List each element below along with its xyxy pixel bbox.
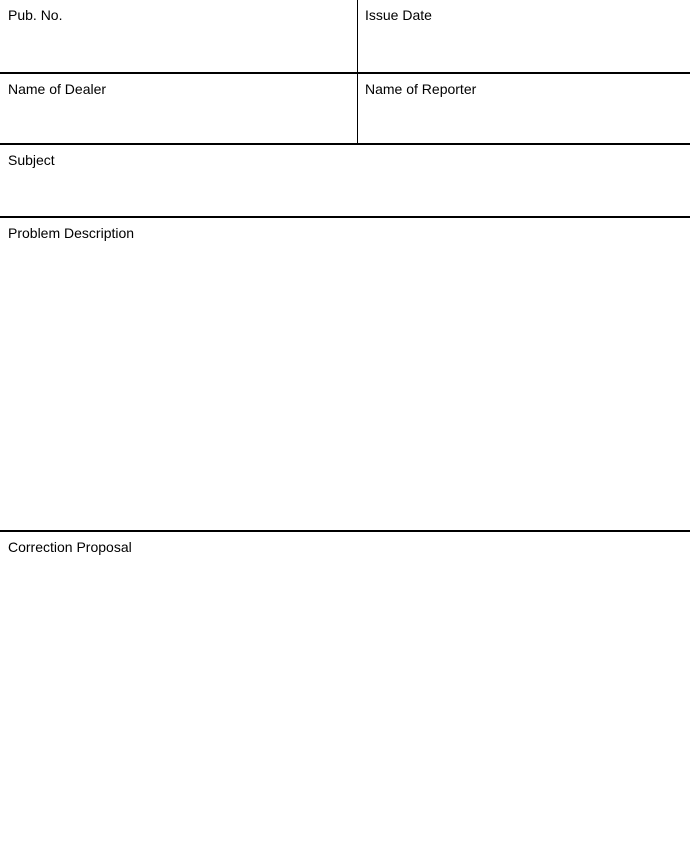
problem-description-field[interactable]: [0, 218, 690, 530]
problem-description-value[interactable]: [8, 241, 682, 257]
subject-field[interactable]: [0, 145, 690, 216]
header-row: [0, 0, 690, 74]
problem-description-row: [0, 218, 690, 532]
correction-proposal-label: Correction Proposal: [8, 539, 132, 555]
pub-no-field[interactable]: [0, 0, 358, 72]
problem-description-label: Problem Description: [8, 225, 135, 241]
issue-date-field[interactable]: [358, 0, 690, 72]
name-of-reporter-value[interactable]: [365, 97, 682, 113]
name-of-reporter-field[interactable]: [358, 74, 690, 143]
names-row: [0, 74, 690, 145]
pub-no-value[interactable]: [8, 23, 349, 39]
subject-label: Subject: [8, 152, 55, 168]
name-of-dealer-field[interactable]: [0, 74, 358, 143]
name-of-dealer-label: Name of Dealer: [8, 81, 107, 97]
subject-value[interactable]: [8, 168, 682, 184]
name-of-reporter-label: Name of Reporter: [365, 81, 477, 97]
pub-no-label: Pub. No.: [8, 7, 63, 23]
name-of-dealer-value[interactable]: [8, 97, 349, 113]
correction-proposal-row: [0, 532, 690, 854]
correction-proposal-value[interactable]: [8, 555, 682, 571]
correction-proposal-field[interactable]: [0, 532, 690, 854]
subject-row: [0, 145, 690, 218]
issue-date-label: Issue Date: [365, 7, 432, 23]
issue-date-value[interactable]: [365, 23, 682, 39]
